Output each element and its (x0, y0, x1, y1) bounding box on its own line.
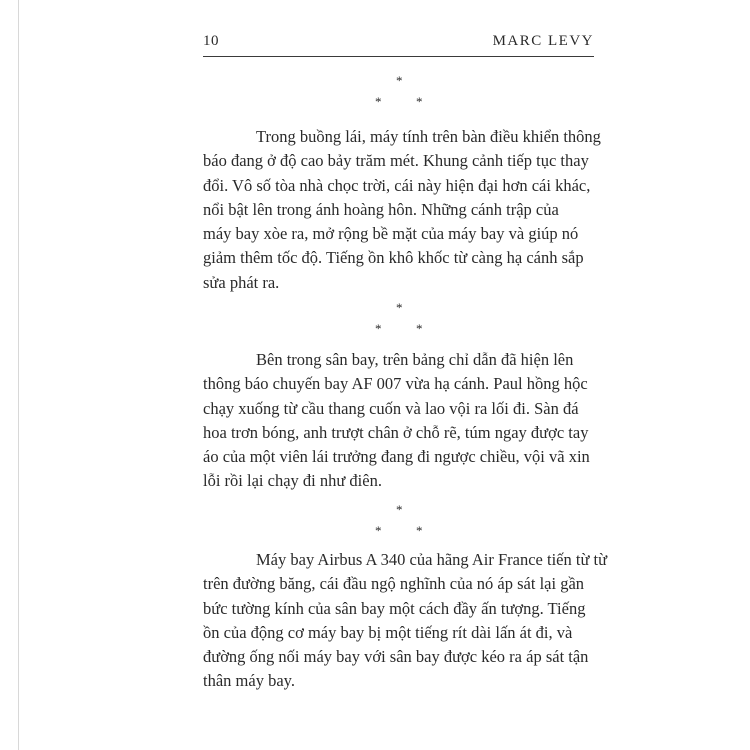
text-line: thân máy bay. (203, 671, 295, 691)
page-number: 10 (203, 33, 219, 49)
text-line: Trong buồng lái, máy tính trên bàn điều khiển thông (256, 127, 601, 146)
text-line: áo của một viên lái trưởng đang đi ngược chiều, vội vã xin (203, 447, 590, 467)
paragraph-2 (203, 348, 597, 494)
asterisk-right: * (416, 523, 423, 538)
text-line: báo đang ở độ cao bảy trăm mét. Khung cảnh tiếp tục thay (203, 151, 589, 171)
text-line: hoa trơn bóng, anh trượt chân ở chỗ rẽ, túm ngay được tay (203, 422, 589, 442)
running-head-author: MARC LEVY (492, 33, 594, 49)
page-gutter-edge (18, 0, 19, 750)
asterisk-right: * (416, 94, 423, 109)
text-line: đổi. Vô số tòa nhà chọc trời, cái này hiện đại hơn cái khác, (203, 175, 591, 195)
asterisk-left: * (375, 94, 382, 109)
text-line: sửa phát ra. (203, 272, 280, 292)
header-rule (203, 56, 594, 57)
asterisk-top: * (396, 73, 403, 88)
asterisk-left: * (375, 523, 382, 538)
asterisk-top: * (396, 300, 403, 315)
text-line: Bên trong sân bay, trên bảng chỉ dẫn đã hiện lên (256, 350, 574, 369)
paragraph-3 (203, 548, 608, 694)
text-line: bức tường kính của sân bay một cách đầy ấn tượng. Tiếng (203, 598, 586, 618)
section-divider-3 (203, 503, 594, 553)
text-line: thông báo chuyến bay AF 007 vừa hạ cánh. Paul hồng hộc (203, 374, 588, 394)
text-line: đường ống nối máy bay với sân bay được kéo ra áp sát tận (203, 647, 589, 667)
text-line: ồn của động cơ máy bay bị một tiếng rít dài lấn át đi, và (203, 622, 573, 642)
text-line: Máy bay Airbus A 340 của hãng Air France tiến từ từ (256, 550, 608, 569)
text-line: trên đường băng, cái đầu ngộ nghĩnh của nó áp sát lại gần (203, 574, 585, 594)
text-line: lỗi rồi lại chạy đi như điên. (203, 471, 382, 491)
asterisk-left: * (375, 321, 382, 336)
text-line: máy bay xòe ra, mở rộng bề mặt của máy bay và giúp nó (203, 224, 579, 244)
text-line: nổi bật lên trong ánh hoàng hôn. Những cánh trập của (203, 199, 559, 219)
section-divider-2 (203, 301, 594, 351)
section-divider-1 (203, 74, 594, 124)
asterisk-right: * (416, 321, 423, 336)
asterisk-top: * (396, 502, 403, 517)
paragraph-1 (203, 125, 601, 295)
text-line: chạy xuống từ cầu thang cuốn và lao vội ra lối đi. Sàn đá (203, 398, 579, 418)
text-line: giảm thêm tốc độ. Tiếng ồn khô khốc từ càng hạ cánh sắp (203, 248, 584, 268)
